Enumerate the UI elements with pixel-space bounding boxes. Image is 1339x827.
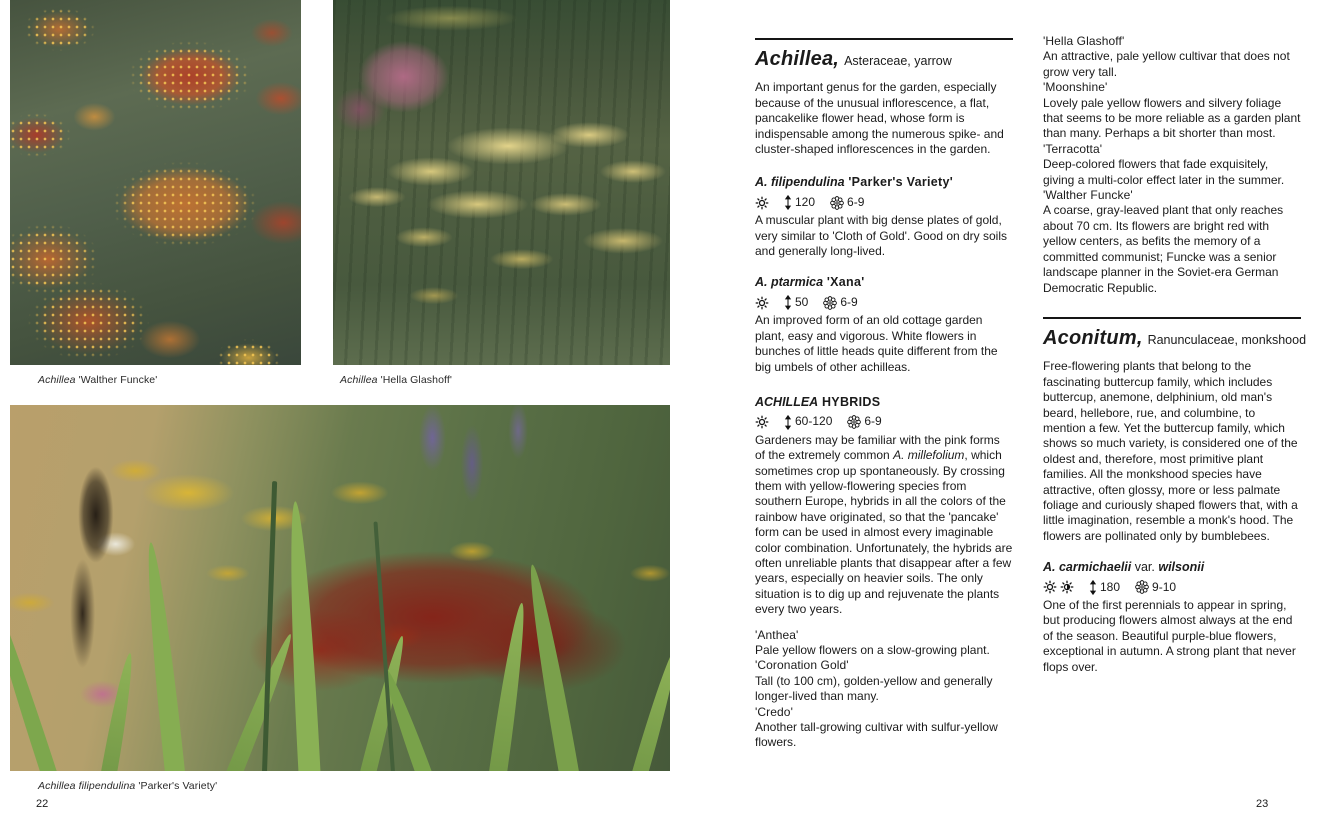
section-rule [755,38,1013,40]
flower-stem [261,481,277,771]
flowering-months-value: 6-9 [864,414,882,429]
sun-icon [1043,580,1057,594]
section-rule [1043,317,1301,319]
flower-icon [1135,580,1149,594]
height-arrow-icon [784,295,792,310]
species-description: A muscular plant with big dense plates of gold, very similar to 'Cloth of Gold'. Good on dry soils and generally long-lived. [755,213,1008,259]
flowering-months-value: 6-9 [847,194,865,209]
grass-blade [485,602,531,771]
grass-blade [624,645,670,771]
species-name-inline: A. millefolium [893,448,965,463]
cultivar-name: 'Parker's Variety' [844,175,954,190]
genus-intro: Free-flowering plants that belong to the fascinating buttercup family, which includes buttercup, anemone, delphinium, old man's beard, hellebore, rue, and columbine, to mention a few. Yet the buttercup family, which shows so much variety, is considered one of the oldest and, therefore, most primitive plant families. All the monkshood species have attractive, often glossy, more or less palmate foliage and curiously shaped flowers that, with a little imagination, resemble a monk's hood. The flowers are pollinated only by bumblebees. [1043,359,1298,543]
flowering-attribute [823,295,857,310]
flowering-months-value: 9-10 [1152,579,1177,594]
species-description [755,433,1013,618]
species-entry-achillea-hybrids [755,395,1013,618]
flowering-attribute [1135,580,1176,595]
grass-blade [96,652,138,771]
page-number-left: 22 [36,798,49,810]
plant-attributes-row [755,195,1013,210]
cultivar-list-description: Tall (to 100 cm), golden-yellow and generally longer-lived than many. [755,673,993,704]
species-entry-name [755,175,1013,190]
sun-icon [755,415,769,429]
photo-achillea-walther-funcke [10,0,301,365]
plant-attributes-row [755,295,1013,310]
cultivar-list-description: An attractive, pale yellow cultivar that does not grow very tall. [1043,49,1290,79]
flower-icon [847,415,861,429]
grass-blade [141,541,188,771]
caption-cultivar: 'Parker's Variety' [135,780,218,792]
cultivar-name: 'Xana' [823,275,865,290]
page-number-right: 23 [1256,798,1269,810]
sun-icon [755,196,769,210]
height-value: 60-120 [795,414,833,429]
species-name: A. filipendulina [755,175,845,190]
height-arrow-icon [1089,580,1097,595]
half-sun-icon [1060,580,1074,594]
cultivar-list-name: 'Hella Glashoff' [1043,34,1125,48]
grass-blade [10,580,65,771]
sun-icon [755,296,769,310]
caption-genus: Achillea [38,374,76,386]
cultivar-list-name: 'Walther Funcke' [1043,188,1133,203]
cultivar-list-description: Lovely pale yellow flowers and silvery foliage that seems to be more reliable as a garden plant than many. Perhaps a bit shorter than most. [1043,95,1301,141]
species-description: An improved form of an old cottage garden plant, easy and vigorous. White flowers in bunches of little heads quite different from the big umbels of other achilleas. [755,313,998,374]
height-attribute [784,295,808,310]
flowering-attribute [830,195,864,210]
cultivar-list-description: Pale yellow flowers on a slow-growing plant. [755,643,990,657]
height-attribute [1089,580,1120,595]
cultivar-list-name: 'Moonshine' [1043,80,1108,95]
species-name: ACHILLEA [755,394,819,409]
genus-heading-achillea [755,48,1013,70]
variety-connector: var. [1131,560,1159,575]
cultivar-list-name: 'Credo' [755,704,793,719]
grass-blade [215,631,297,771]
family-name: Ranunculaceae, monkshood [1147,332,1307,347]
grass-blade [523,563,584,771]
species-name: A. carmichaelii [1043,560,1132,575]
genus-heading-aconitum [1043,326,1307,349]
variety-name: wilsonii [1158,560,1205,575]
family-name: Asteraceae, yarrow [844,54,952,68]
height-value: 120 [795,194,816,209]
height-value: 180 [1100,579,1121,594]
height-attribute [784,414,832,429]
caption-cultivar: 'Walther Funcke' [75,374,158,386]
flower-icon [830,196,844,210]
caption-genus: Achillea filipendulina [38,780,136,792]
cultivar-list-name: 'Terracotta' [1043,141,1103,156]
photo-achillea-hella-glashoff [333,0,670,365]
text-column-2 [1043,30,1307,675]
genus-name: Achillea, [755,48,840,70]
species-description: One of the first perennials to appear in spring, but producing flowers almost always at the end of the season. Beautiful purple-blue flowers, exceptional in autumn. A strong plant that never flops over. [1043,598,1296,674]
species-entry-name [1043,560,1301,575]
sun-exposure-attribute [1043,580,1074,594]
species-entry-ptarmica [755,275,1013,374]
text-column-1 [755,30,1013,751]
genus-intro: An important genus for the garden, especially because of the unusual inflorescence, a flat, pancakelike flower head, whose form is indispensable among the numerous spike- and cluster-shaped inflorescences in the garden. [755,80,1004,157]
species-entry-filipendulina [755,175,1013,259]
cultivar-list [755,628,1013,751]
species-entry-carmichaelii [1043,560,1301,675]
flowering-months-value: 6-9 [840,294,858,309]
height-arrow-icon [784,415,792,430]
photo-caption-hella-glashoff [340,374,452,386]
flower-icon [823,296,837,310]
description-text: , which sometimes crop up spontaneously. By crossing them with yellow-flowering species from southern Europe, hybrids in all the colors of the rainbow have originated, so that the 'pancake' form can be used in almost every imaginable color combination. Unfortunately, the hybrids are often unreliable plants that disappear after a few years, especially on heavier soils. The only situation is to dig up and rejuvenate the plants every two years. [755,448,1013,617]
cultivar-list-name: 'Anthea' [755,627,799,642]
plant-attributes-row [1043,580,1301,595]
height-arrow-icon [784,195,792,210]
cultivar-list-description: Deep-colored flowers that fade exquisitely, giving a multi-color effect later in the summer. [1043,157,1285,187]
height-attribute [784,195,815,210]
photo-caption-walther-funcke [38,374,157,386]
species-name: A. ptarmica [755,275,824,290]
species-entry-name [755,275,1013,290]
caption-genus: Achillea [340,374,378,386]
flowering-attribute [847,414,881,429]
photo-achillea-parkers-variety-garden [10,405,670,771]
plant-attributes-row [755,414,1013,429]
photo-caption-parkers-variety [38,780,217,792]
cultivar-list-description: A coarse, gray-leaved plant that only reaches about 70 cm. Its flowers are bright red with yellow centers, as befits the memory of a committed communist; Funcke was a senior landscape planner in the Soviet-era German Democratic Republic. [1043,203,1284,295]
caption-cultivar: 'Hella Glashoff' [377,374,452,386]
description-text: Gardeners may be familiar with the pink forms of the extremely common [755,432,1000,463]
species-entry-name [755,395,1013,410]
flower-speckle-overlay [10,0,301,365]
cultivar-list-description: Another tall-growing cultivar with sulfur-yellow flowers. [755,720,998,750]
genus-name: Aconitum, [1043,326,1143,349]
cultivar-name: HYBRIDS [818,394,881,409]
cultivar-list-continued [1043,34,1301,296]
cultivar-list-name: 'Coronation Gold' [755,658,849,673]
height-value: 50 [795,294,809,309]
